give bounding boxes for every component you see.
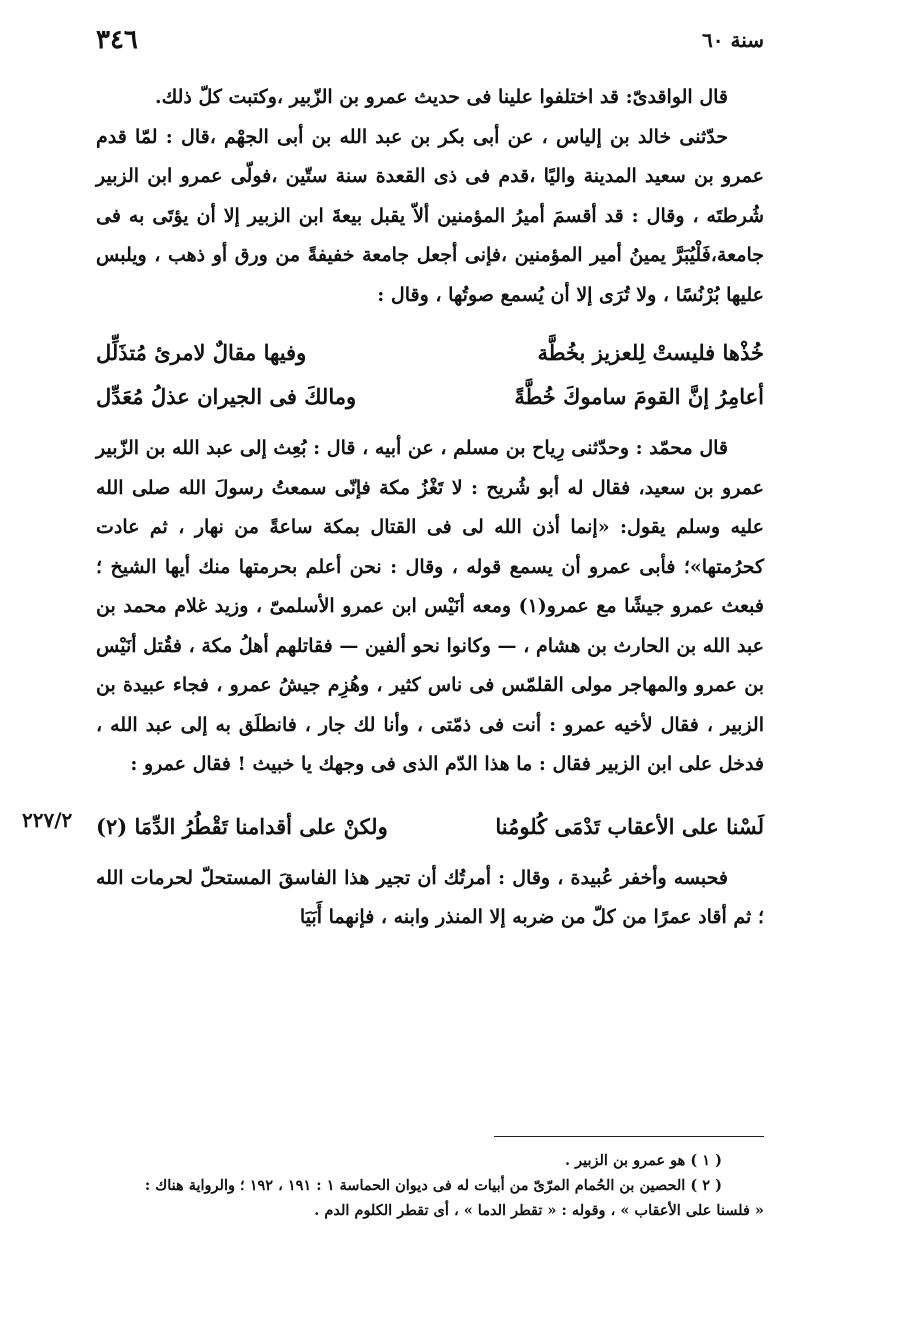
verse-second-hemistich: ومالكَ فى الجيران عذلُ مُعَدِّل xyxy=(96,384,357,409)
footnote-2-continued: « فلسنا على الأعقاب » ، وقوله : « تقطر الدما » ، أى تقطر الكلوم الدم . xyxy=(314,1202,764,1219)
verse-first-hemistich: خُذْها فليستْ لِلعزيز بخُطَّة xyxy=(537,340,764,365)
verse-line xyxy=(96,805,764,849)
main-text xyxy=(96,78,764,938)
verse-first-hemistich: لَسْنا على الأعقاب تَدْمَى كُلومُنا xyxy=(495,813,764,839)
verse-second-hemistich: ولكنْ على أقدامنا تَقْطُرُ الدِّمَا (٢) xyxy=(96,813,388,839)
footnotes xyxy=(96,1148,764,1223)
verse-line xyxy=(96,331,764,375)
verse-block-1 xyxy=(96,331,764,419)
page-header xyxy=(96,22,764,58)
paragraph-habasahu: فحبسه وأخفر عُبيدة ، وقال : أمرتُك أن تجير هذا الفاسقَ المستحلّ لحرمات الله ؛ ثم أقاد عمرًا من كلّ من ضربه إلا المنذر وابنه ، فإنهما أَبَيَا xyxy=(96,866,764,928)
paragraph-waqidi: قال الواقدىّ: قد اختلفوا علينا فى حديث عمرو بن الزّبير ،وكتبت كلّ ذلك. xyxy=(154,86,728,108)
verse-second-hemistich: وفيها مقالٌ لامرئ مُتذَلِّل xyxy=(96,340,307,365)
footnote-1: ( ١ ) هو عمرو بن الزبير . xyxy=(564,1152,722,1169)
margin-reference: ٢٢٧/٢ xyxy=(22,808,73,832)
verse-block-2 xyxy=(96,805,764,849)
verse-line xyxy=(96,375,764,419)
verse-first-hemistich: أعامِرُ إنَّ القومَ ساموكَ خُطَّةً xyxy=(514,384,764,409)
paragraph-khalid: حدّثنى خالد بن إلياس ، عن أبى بكر بن عبد الله بن أبى الجهْم ،قال : لمّا قدم عمرو بن سعيد المدينة واليًا ،قدم فى ذى القعدة سنة ستّين ،فولّى عمرو ابن الزبير شُرطتَه ، وقال : قد أقسمَ أميرُ المؤمنين ألاّ يقبل بيعةَ ابن الزبير إلا أن يؤتَى به فى جامعة،فَلْيُبَرَّ يمينُ أمير المؤمنين ،فإنى أجعل جامعة خفيفةً من ورق أو ذهب ، ويلبس عليها بُرْنُسًا ، ولا تُرَى إلا أن يُسمع صوتُها ، وقال : xyxy=(96,125,764,306)
running-head-year: سنة ٦٠ xyxy=(702,28,764,52)
page-number: ٣٤٦ xyxy=(96,25,138,55)
footnote-2: ( ٢ ) الحصين بن الحُمام المرّىّ من أبيات له فى ديوان الحماسة ١ : ١٩١ ، ١٩٢ ؛ والرواية هناك : xyxy=(144,1177,722,1194)
paragraph-muhammad: قال محمّد : وحدّثنى رِياح بن مسلم ، عن أبيه ، قال : بُعِث إلى عبد الله بن الزّبير عمرو بن سعيد، فقال له أبو شُريح : لا تَغْزُ مكة فإنّى سمعتُ رسولَ الله صلى الله عليه وسلم يقول: «إنما أذن الله لى فى القتال بمكة ساعةً من نهار ، ثم عادت كحرُمتها»؛ فأبى عمرو أن يسمع قوله ، وقال : نحن أعلم بحرمتها منك أيها الشيخ ؛ فبعث عمرو جيشًا مع عمرو(١) ومعه أنَيْس ابن عمرو الأسلمىّ ، وزيد غلام محمد بن عبد الله بن الحارث بن هشام ، — وكانوا نحو ألفين — فقاتلهم أهلُ مكة ، فقُتل أنَيْس بن عمرو والمهاجر مولى القلمّس فى ناس كثير ، وهُزِم جيشُ عمرو ، فجاء عبيدة بن الزبير ، فقال لأخيه عمرو : أنت فى ذمّتى ، وأنا لك جار ، فانطلَق به إلى عبد الله ، فدخل على ابن الزبير فقال : ما هذا الدّم الذى فى وجهك يا خبيث ! فقال عمرو : xyxy=(96,437,764,775)
footnote-separator xyxy=(494,1136,764,1137)
